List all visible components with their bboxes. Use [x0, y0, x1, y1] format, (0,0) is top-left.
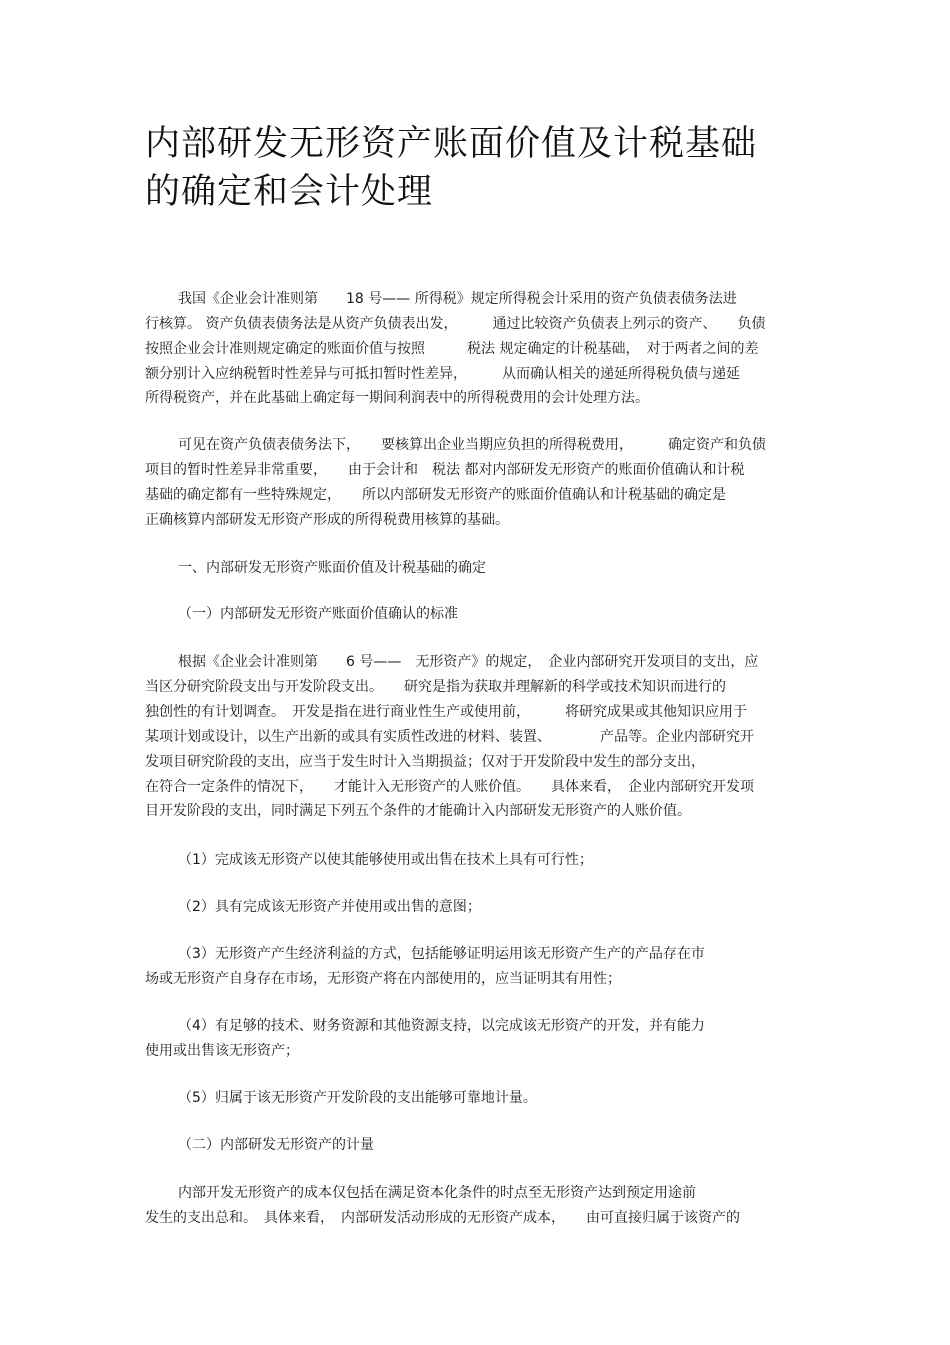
paragraph-4-line-2: 发生的支出总和。 具体来看， 内部研发活动形成的无形资产成本， 由可直接归属于该资产的	[145, 1210, 740, 1226]
title-line-2: 的确定和会计处理	[145, 172, 434, 212]
paragraph-3-line-1: 根据《企业会计准则第 6 号—— 无形资产》的规定， 企业内部研究开发项目的支出，应	[178, 654, 759, 670]
condition-5: （5）归属于该无形资产开发阶段的支出能够可靠地计量。	[178, 1090, 537, 1106]
paragraph-2-line-2: 项目的暂时性差异非常重要， 由于会计和 税法 都对内部研发无形资产的账面价值确认和计税	[145, 462, 745, 478]
paragraph-3-line-7: 目开发阶段的支出，同时满足下列五个条件的才能确计入内部研发无形资产的人账价值。	[145, 803, 691, 819]
paragraph-4-line-1: 内部开发无形资产的成本仅包括在满足资本化条件的时点至无形资产达到预定用途前	[178, 1185, 696, 1201]
condition-1: （1）完成该无形资产以使其能够使用或出售在技术上具有可行性；	[178, 852, 593, 868]
paragraph-1-line-5: 所得税资产，并在此基础上确定每一期间利润表中的所得税费用的会计处理方法。	[145, 390, 649, 406]
paragraph-3-line-5: 发项目研究阶段的支出，应当于发生时计入当期损益；仅对于开发阶段中发生的部分支出，	[145, 754, 705, 770]
paragraph-2-line-1: 可见在资产负债表债务法下， 要核算出企业当期应负担的所得税费用， 确定资产和负债	[178, 437, 766, 453]
section-heading-1: 一、内部研发无形资产账面价值及计税基础的确定	[178, 560, 486, 576]
condition-3-line-1: （3）无形资产产生经济利益的方式，包括能够证明运用该无形资产生产的产品存在市	[178, 946, 705, 962]
subsection-heading-1: （一）内部研发无形资产账面价值确认的标准	[178, 606, 458, 622]
paragraph-3-line-3: 独创性的有计划调查。 开发是指在进行商业性生产或使用前， 将研究成果或其他知识应用于	[145, 704, 747, 720]
paragraph-1-line-3: 按照企业会计准则规定确定的账面价值与按照 税法 规定确定的计税基础， 对于两者之间的差	[145, 341, 759, 357]
paragraph-3-line-2: 当区分研究阶段支出与开发阶段支出。 研究是指为获取并理解新的科学或技术知识而进行的	[145, 679, 726, 695]
condition-3-line-2: 场或无形资产自身存在市场，无形资产将在内部使用的，应当证明其有用性；	[145, 971, 621, 987]
paragraph-3-line-4: 某项计划或设计，以生产出新的或具有实质性改进的材料、装置、 产品等。企业内部研究开	[145, 729, 754, 745]
paragraph-3-line-6: 在符合一定条件的情况下， 才能计入无形资产的人账价值。 具体来看， 企业内部研究开发项	[145, 779, 754, 795]
condition-2: （2）具有完成该无形资产并使用或出售的意图；	[178, 899, 481, 915]
paragraph-1-line-4: 额分别计入应纳税暂时性差异与可抵扣暂时性差异， 从而确认相关的递延所得税负债与递延	[145, 366, 740, 382]
condition-4-line-1: （4）有足够的技术、财务资源和其他资源支持，以完成该无形资产的开发，并有能力	[178, 1018, 705, 1034]
title-line-1: 内部研发无形资产账面价值及计税基础	[145, 124, 758, 164]
document-title	[145, 120, 825, 216]
condition-4-line-2: 使用或出售该无形资产；	[145, 1043, 299, 1059]
paragraph-2-line-4: 正确核算内部研发无形资产形成的所得税费用核算的基础。	[145, 512, 509, 528]
subsection-heading-2: （二）内部研发无形资产的计量	[178, 1137, 374, 1153]
paragraph-1-line-1: 我国《企业会计准则第 18 号—— 所得税》规定所得税会计采用的资产负债表债务法进	[178, 291, 737, 307]
paragraph-2-line-3: 基础的确定都有一些特殊规定， 所以内部研发无形资产的账面价值确认和计税基础的确定是	[145, 487, 726, 503]
paragraph-1-line-2: 行核算。 资产负债表债务法是从资产负债表出发， 通过比较资产负债表上列示的资产、 负债	[145, 316, 766, 332]
